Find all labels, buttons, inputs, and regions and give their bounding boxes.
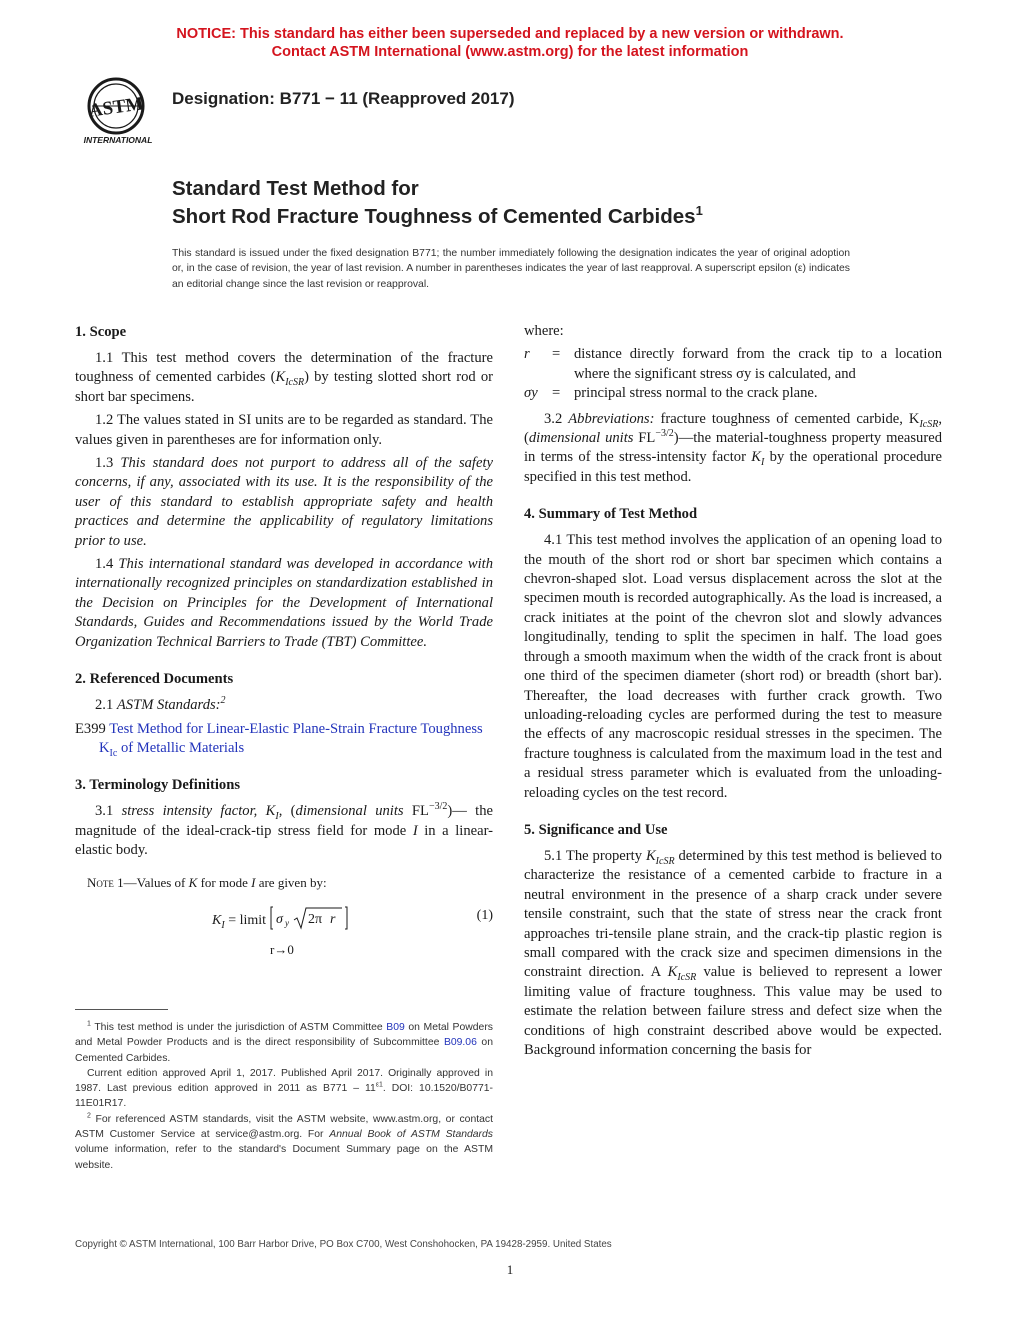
where-label: where: — [524, 323, 564, 339]
footnote-divider — [75, 1009, 168, 1010]
title-footnote-mark[interactable]: 1 — [695, 203, 703, 219]
astm-logo-icon — [74, 76, 162, 146]
paragraph-1-1: 1.1 This test method covers the determination of the fracture toughness of cemented carbides $(K_{IcSR})$ by testing slotted short rod or short bar specimens. — [75, 350, 493, 405]
section-heading-terminology: 3. Terminology Definitions — [75, 777, 241, 794]
paragraph-3-2: 3.2 Abbreviations: fracture toughness of cemented carbide, $K_{IcSR}$, (dimensional units $FL^{-3/2})—the$ material-toughness property measured in terms of the stress-intensity factor $K_I$ by the operational procedure specified in this test method. — [524, 410, 943, 485]
footnote-1-edition: Current edition approved April 1, 2017. Published April 2017. Originally approved in 1987. Last previous edition approved in 2011 as $B771 - 11^{\varepsilon 1}$. DOI: 10.1520/B0771-11E01R17. — [75, 1067, 493, 1110]
definition-sigma-y: σy = principal stress normal to the crack plane. — [524, 385, 818, 402]
subcommittee-b09-06-link[interactable]: B09.06 — [443, 1037, 477, 1049]
sqrt-expression-icon — [270, 906, 348, 930]
logo-text: ASTM — [87, 93, 145, 122]
footnotes — [75, 1020, 493, 1173]
definition-r: r = distance directly forward from the crack tip to a location where the significant stress σy is calculated, and — [524, 346, 942, 382]
equation-1 — [75, 902, 493, 964]
definitions-list — [524, 345, 942, 403]
paragraph-5-1: 5.1 The property $K_{IcSR}$ determined by this test method is believed to characterize the resistance of a cemented carbide to fracture in a neutral environment in the presence of a sharp crack under severe tensile constraint, such that the state of stress near the crack front approaches tri-tensile plane strain, and the crack-tip plastic region is small compared with the crack size and specimen dimensions in the constraint direction. A $K_{IcSR}$ value is believed to represent a lower limiting value of fracture toughness. This value may be used to estimate the relation between failure stress and defect size when the conditions of high constraint described above would be expected. Background information concerning the basis for — [524, 847, 942, 1058]
paragraph-2-1: 2.1 ASTM Standards:$^2$ — [95, 695, 226, 714]
paragraph-3-1: 3.1 stress intensity factor, $K_I$, (dimensional units $FL^{-3/2})—$ the magnitude of the ideal-crack-tip stress field for mode I in a linear-elastic body. — [75, 801, 494, 859]
withdrawn-notice — [0, 25, 1020, 61]
section-heading-summary: 4. Summary of Test Method — [524, 506, 698, 523]
equation-number: (1) — [476, 907, 493, 923]
paragraph-1-4: 1.4 This international standard was developed in accordance with internationally recognized principles on standardization established in the Decision on Principles for the Development of International Standards, Guides and Recommendations issued by the World Trade Organization Technical Barriers to Trade (TBT) Committee. — [75, 556, 494, 650]
svg-text:y: y — [284, 917, 289, 928]
footnote-1: $^1$ This test method is under the jurisdiction of ASTM Committee B09 on Metal Powders and Metal Powder Products and is the direct responsibility of Subcommittee B09.06 on Cemented Carbides. — [75, 1020, 493, 1064]
e399-link[interactable]: Test Method for Linear-Elastic Plane-Strain Fracture Toughness $K_{Ic}$ of Metallic Materials — [99, 720, 483, 759]
note-1: Note 1—Values of K for mode I are given by: — [87, 874, 327, 890]
issuance-note: This standard is issued under the fixed designation B771; the number immediately following the designation indicates the year of original adoption or, in the case of revision, the year of last revision. A number in parentheses indicates the year of last reapproval. A superscript epsilon (ε) indicates an editorial change since the last revision or reapproval. — [172, 248, 850, 290]
paragraph-4-1: 4.1 This test method involves the application of an opening load to the mouth of the short rod or short bar specimen which contains a chevron-shaped slot. Load versus displacement across the slot at the specimen mouth is recorded autographically. As the load is increased, a crack initiates at the point of the chevron slot and slowly advances longitudinally, tending to split the specimen in half. The load goes through a smooth maximum when the width of the crack front is about one third of the specimen diameter (short rod) or breadth (short bar). Thereafter, the load decreases with further crack growth. Two unloading-reloading cycles are performed during the test to measure the effects of any macroscopic residual stresses in the specimen. The fracture toughness is calculated from the maximum load in the test and a residual stress parameter which is evaluated from the unloading-reloading cycles on the test record. — [524, 532, 942, 801]
right-column — [524, 322, 942, 1064]
committee-b09-link[interactable]: B09 — [386, 1022, 405, 1033]
title-line-2: Short Rod Fracture Toughness of Cemented Carbides$^1$ — [172, 203, 703, 228]
reference-e399: E399 Test Method for Linear-Elastic Plane-Strain Fracture Toughness $K_{Ic}$ of Metallic Materials — [75, 720, 483, 759]
paragraph-1-2: 1.2 The values stated in SI units are to be regarded as standard. The values given in parentheses are for information only. — [75, 412, 493, 448]
limit-subscript: r→0 — [270, 941, 294, 957]
logo-subtext: INTERNATIONAL — [83, 135, 153, 145]
section-heading-referenced-documents: 2. Referenced Documents — [75, 671, 234, 688]
left-column — [75, 322, 493, 964]
designation: Designation: B771 − 11 (Reapproved 2017) — [172, 89, 515, 108]
notice-line-1: NOTICE: This standard has either been superseded and replaced by a new version or withdrawn. — [176, 26, 844, 42]
page-number: 1 — [506, 1262, 514, 1277]
footnote-2: $^2$ For referenced ASTM standards, visit the ASTM website, www.astm.org, or contact ASTM Customer Service at service@astm.org. For Annual Book of ASTM Standards volume information, refer to the standard's Document Summary page on the ASTM website. — [75, 1112, 493, 1171]
title-line-1: Standard Test Method for — [172, 177, 419, 200]
paragraph-1-3: 1.3 This standard does not purport to address all of the safety concerns, if any, associated with its use. It is the responsibility of the user of this standard to establish appropriate safety and health practices and determine the applicability of regulatory limitations prior to use. — [75, 455, 493, 549]
section-heading-scope: 1. Scope — [75, 324, 127, 340]
document-title — [172, 175, 703, 231]
svg-text:2π: 2π — [307, 911, 322, 927]
notice-line-2: Contact ASTM International (www.astm.org) for the latest information — [271, 44, 749, 60]
astm-logo — [74, 76, 162, 146]
section-heading-significance: 5. Significance and Use — [524, 821, 668, 838]
copyright-line: Copyright © ASTM International, 100 Barr Harbor Drive, PO Box C700, West Conshohocken, PA 19428-2959. United States — [75, 1239, 612, 1250]
svg-text:σ: σ — [275, 911, 283, 927]
equation-expression: $K_I$ = limit σ y 2π r — [212, 906, 348, 930]
svg-text:r: r — [329, 911, 335, 927]
